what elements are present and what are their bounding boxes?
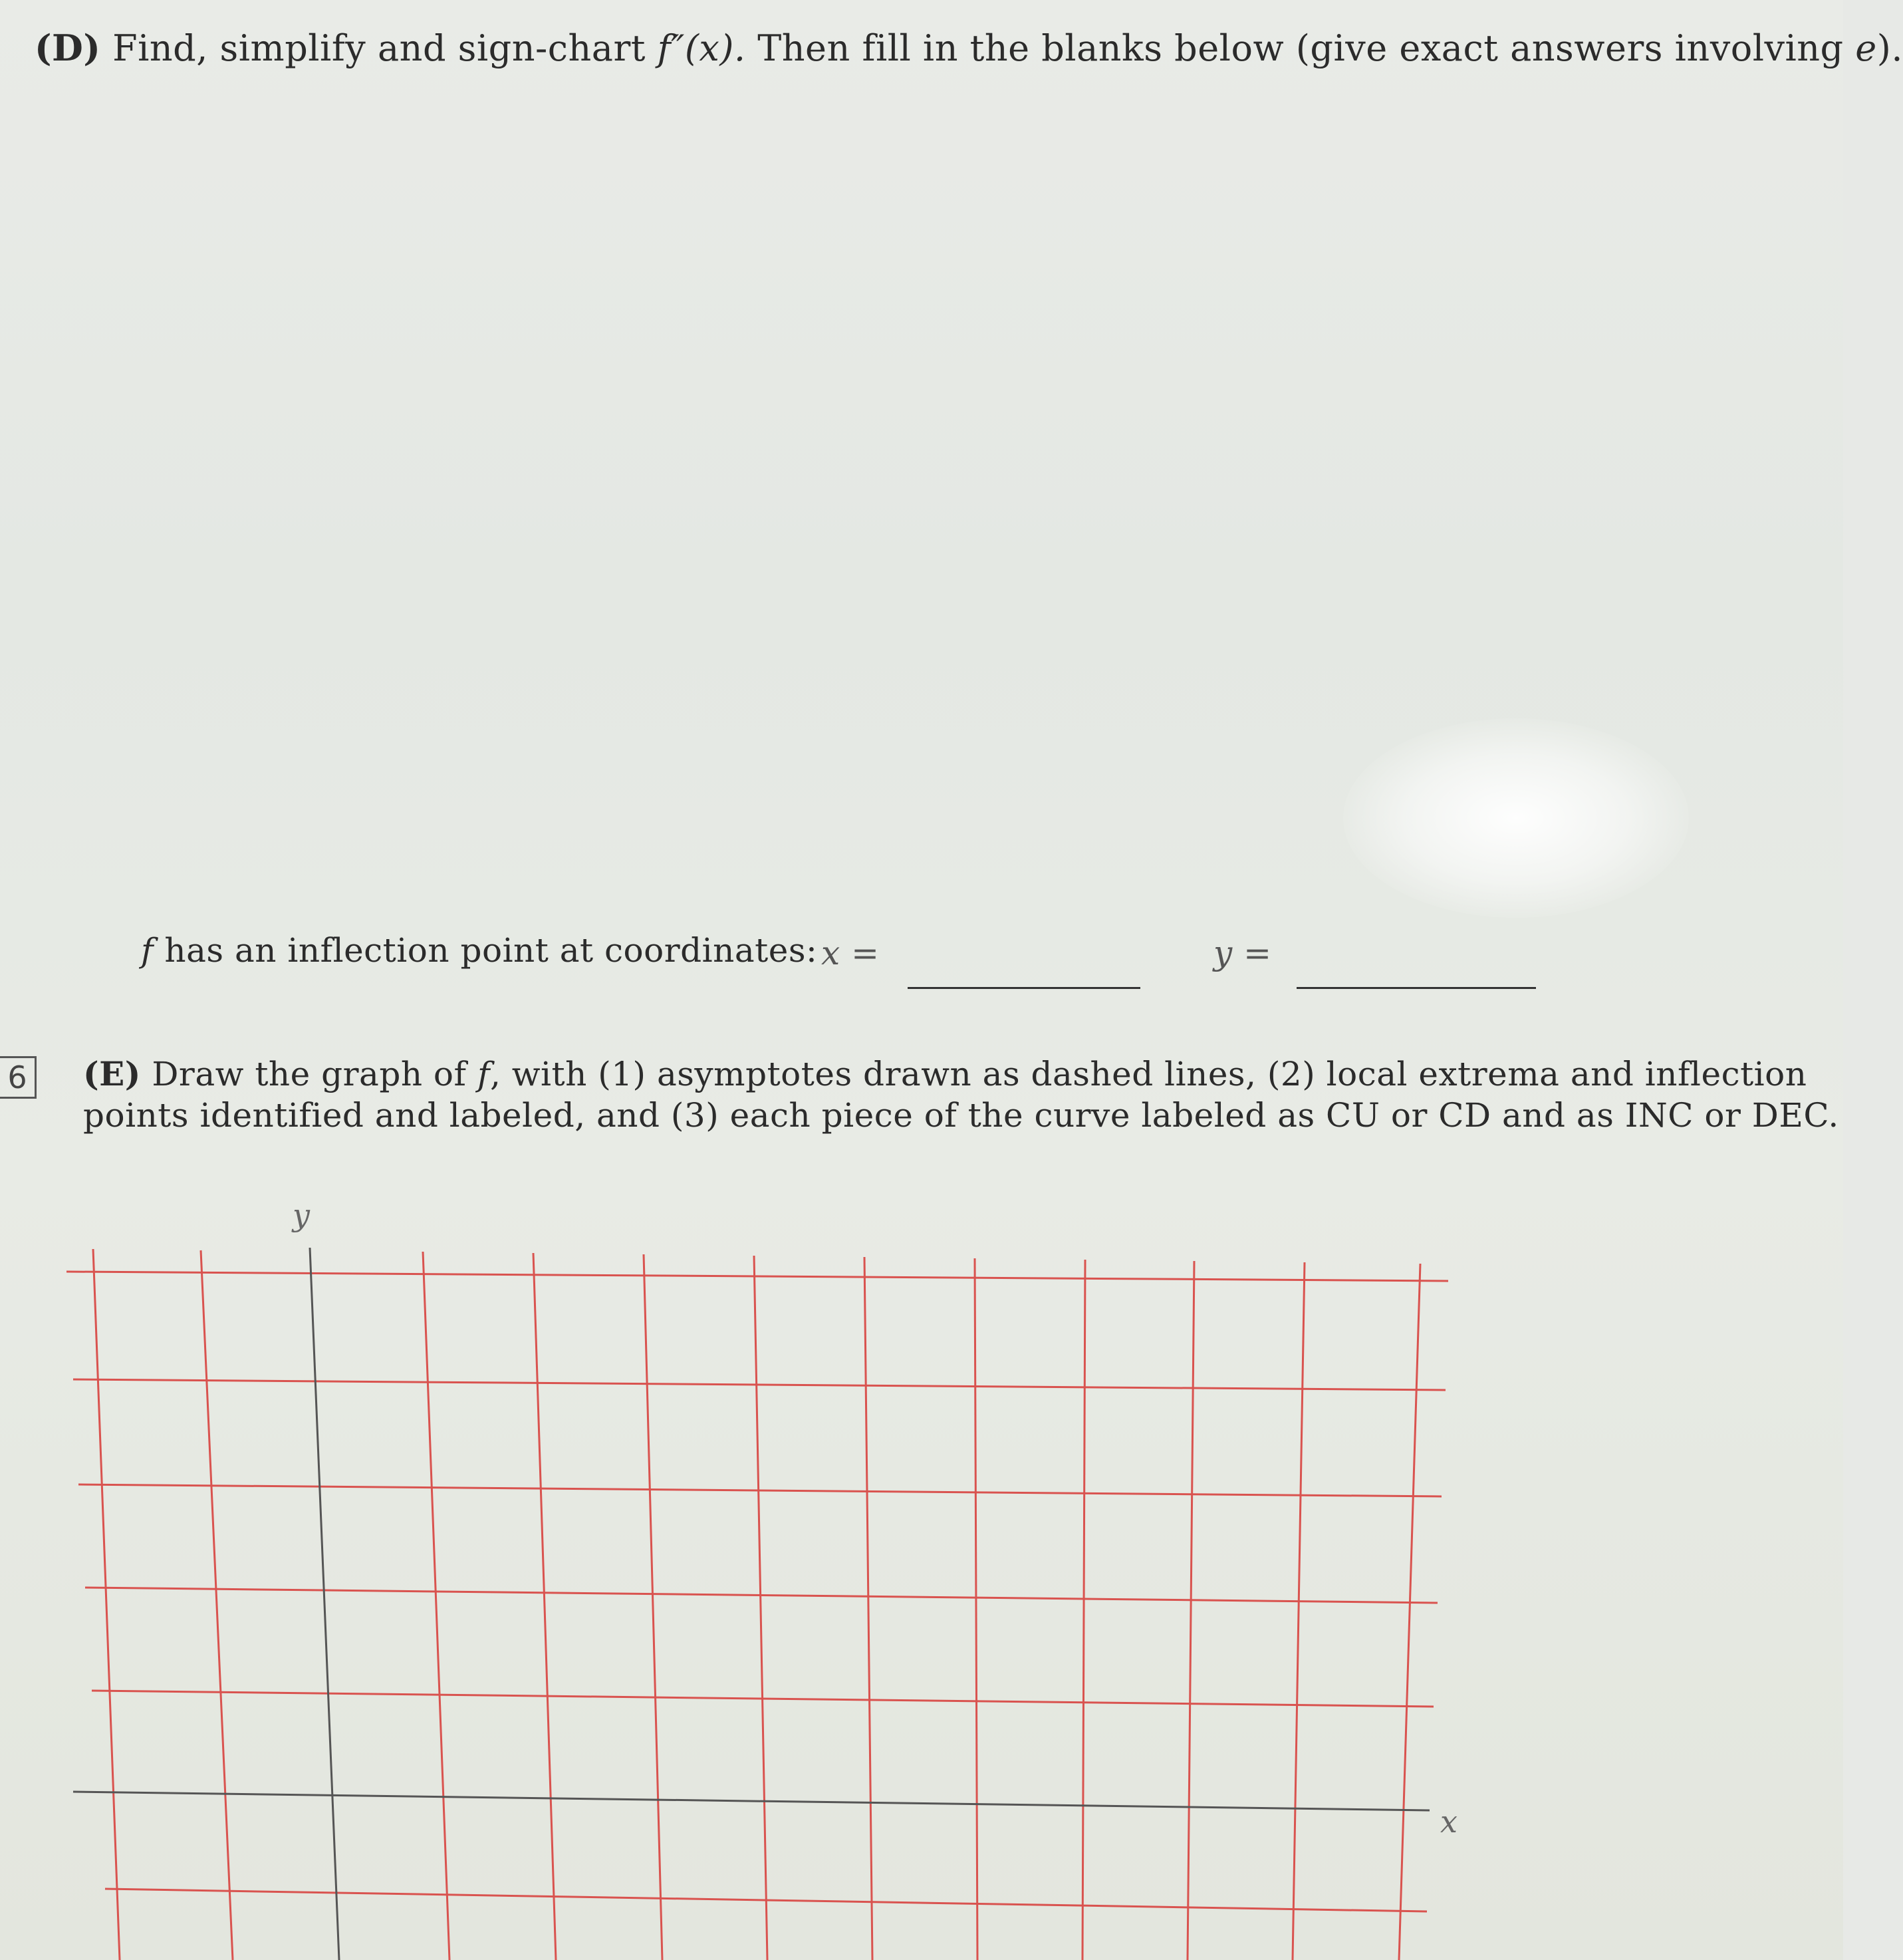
part-e-text-b: , with (1) asymptotes drawn as dashed lines, (2) local extrema and inflection bbox=[489, 1055, 1807, 1093]
grid-vline bbox=[1399, 1264, 1420, 1960]
grid-vline bbox=[201, 1250, 233, 1960]
grid-vline bbox=[533, 1253, 556, 1960]
y-axis-label: y bbox=[293, 1197, 310, 1233]
grid-vline bbox=[644, 1254, 662, 1960]
grid-vline bbox=[1188, 1261, 1194, 1960]
grid-vline bbox=[423, 1252, 449, 1960]
constant-e: e bbox=[1855, 27, 1877, 69]
grid-hline bbox=[78, 1484, 1442, 1496]
axes bbox=[73, 1248, 1430, 1960]
part-d-text-a: Find, simplify and sign-chart bbox=[112, 27, 646, 69]
y-axis bbox=[310, 1248, 339, 1960]
grid-hline bbox=[73, 1379, 1446, 1390]
grid-vline bbox=[864, 1257, 872, 1960]
points-badge: 6 bbox=[0, 1056, 37, 1099]
grid-horizontal-lines bbox=[66, 1272, 1448, 1911]
y-coordinate-label: y = bbox=[1213, 934, 1272, 972]
part-e-label: (E) bbox=[83, 1054, 141, 1093]
x-axis bbox=[73, 1792, 1430, 1810]
x-coordinate-label: x = bbox=[821, 934, 880, 972]
part-d-text-end: ). bbox=[1876, 27, 1903, 69]
part-e-line-2: points identified and labeled, and (3) each piece of the curve labeled as CU or CD and as INC or DEC. bbox=[83, 1096, 1839, 1135]
function-f: f bbox=[141, 931, 154, 970]
x-axis-label: x bbox=[1440, 1804, 1458, 1840]
function-f-e: f bbox=[477, 1055, 490, 1093]
grid-vline bbox=[1082, 1260, 1085, 1960]
part-d-text-b: Then fill in the blanks below (give exact answers involving bbox=[757, 27, 1844, 69]
grid-vline bbox=[93, 1249, 120, 1960]
part-e-text-a: Draw the graph of bbox=[152, 1055, 467, 1093]
grid-vline bbox=[1293, 1262, 1305, 1960]
grid-vertical-lines bbox=[93, 1249, 1420, 1960]
grid-vline bbox=[754, 1256, 767, 1960]
part-d-label: (D) bbox=[35, 27, 101, 69]
second-derivative-notation: f″(x). bbox=[657, 27, 746, 69]
grid-vline bbox=[975, 1258, 977, 1960]
grid-hline bbox=[66, 1272, 1448, 1281]
inflection-text: has an inflection point at coordinates: bbox=[164, 931, 818, 970]
